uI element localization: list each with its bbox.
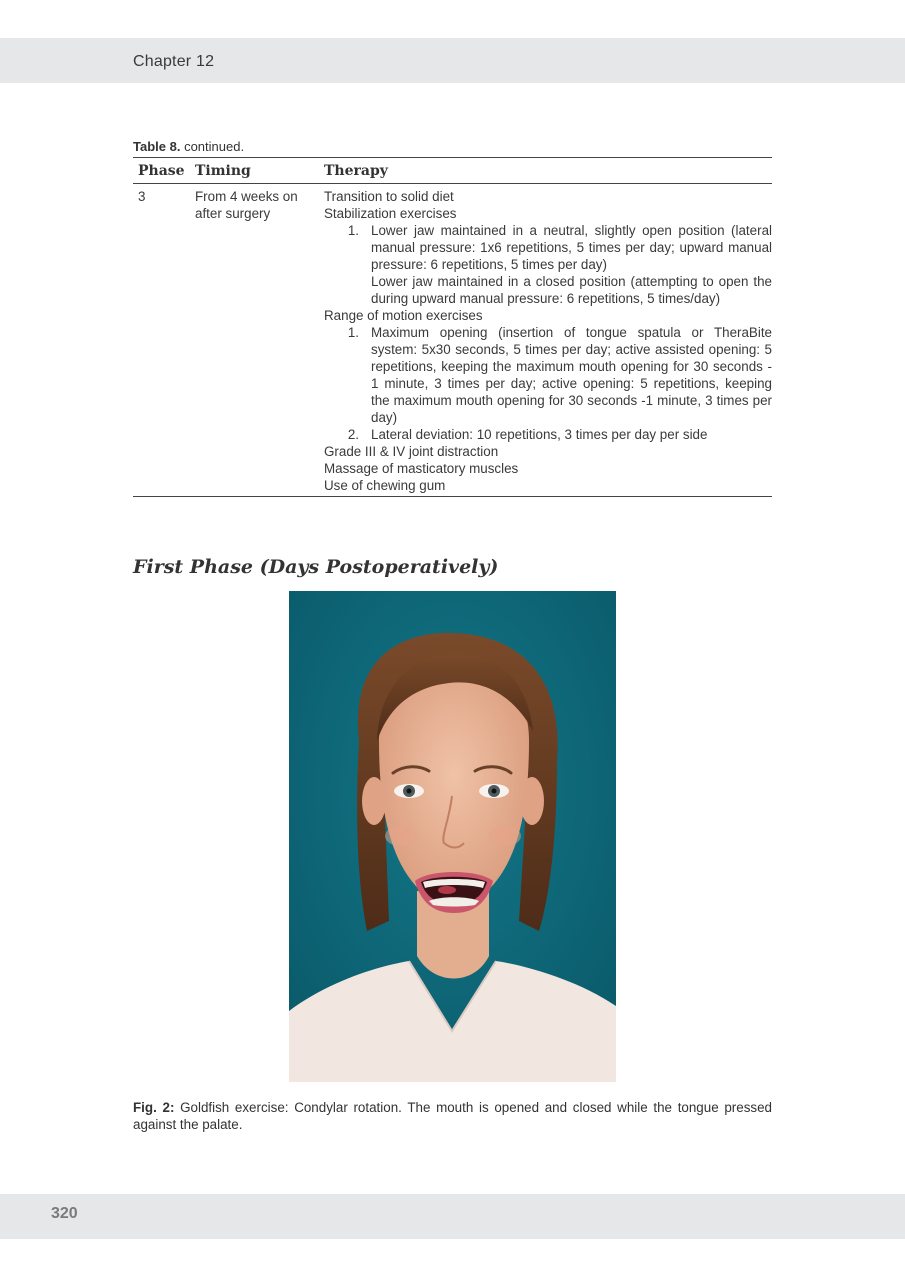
table-caption xyxy=(133,139,244,154)
portrait-illustration xyxy=(289,591,616,1082)
therapy-line: Massage of masticatory muscles xyxy=(324,461,519,476)
list-item xyxy=(324,426,772,443)
table-row xyxy=(133,184,772,497)
list-continuation: Lower jaw maintained in a closed position (attempting to open the during upward manual pressure: 6 repetitions, 5 times/day) xyxy=(371,274,772,306)
therapy-line: Transition to solid diet xyxy=(324,189,454,204)
cell-timing xyxy=(190,184,319,497)
table-caption-text: continued. xyxy=(180,139,245,154)
header-timing: Timing xyxy=(190,158,319,184)
header-therapy: Therapy xyxy=(319,158,772,184)
figure-caption-label: Fig. 2: xyxy=(133,1100,175,1115)
section-heading: First Phase (Days Postoperatively) xyxy=(133,556,499,578)
page-number: 320 xyxy=(51,1205,78,1222)
timing-line: From 4 weeks on xyxy=(195,189,298,204)
chapter-label: Chapter 12 xyxy=(133,53,215,70)
list-text: Maximum opening (insertion of tongue spatula or TheraBite system: 5x30 seconds, 5 times per day; active assisted opening: 5 repetitions, keeping the maximum mouth opening for 30 seconds - 1 minute, 3 times per day; active opening: 5 repetitions, keeping the maximum mouth opening for 30 seconds -1 minute, 3 times per day) xyxy=(371,325,772,425)
therapy-line: Stabilization exercises xyxy=(324,206,457,221)
table-header-row xyxy=(133,158,772,184)
list-number: 2. xyxy=(347,427,359,442)
timing-line: after surgery xyxy=(195,206,271,221)
header-phase: Phase xyxy=(133,158,190,184)
footer-band xyxy=(0,1194,905,1239)
list-item xyxy=(324,222,772,273)
cell-phase: 3 xyxy=(133,184,190,497)
cell-therapy xyxy=(319,184,772,497)
list-text: Lateral deviation: 10 repetitions, 3 times per day per side xyxy=(371,427,708,442)
therapy-line: Range of motion exercises xyxy=(324,308,483,323)
figure-caption xyxy=(133,1099,772,1133)
therapy-table xyxy=(133,157,772,497)
list-text: Lower jaw maintained in a neutral, slightly open position (lateral manual pressure: 1x6 repetitions, 5 times per day; upward manual pressure: 6 repetitions, 5 times per day) xyxy=(371,223,772,272)
list-number: 1. xyxy=(347,325,359,340)
list-item xyxy=(324,324,772,426)
table-caption-label: Table 8. xyxy=(133,139,181,154)
figure-photo xyxy=(289,591,616,1082)
figure-caption-text: Goldfish exercise: Condylar rotation. The mouth is opened and closed while the tongue pressed against the palate. xyxy=(133,1100,772,1132)
list-number: 1. xyxy=(347,223,359,238)
therapy-line: Grade III & IV joint distraction xyxy=(324,444,499,459)
therapy-line: Use of chewing gum xyxy=(324,478,446,493)
